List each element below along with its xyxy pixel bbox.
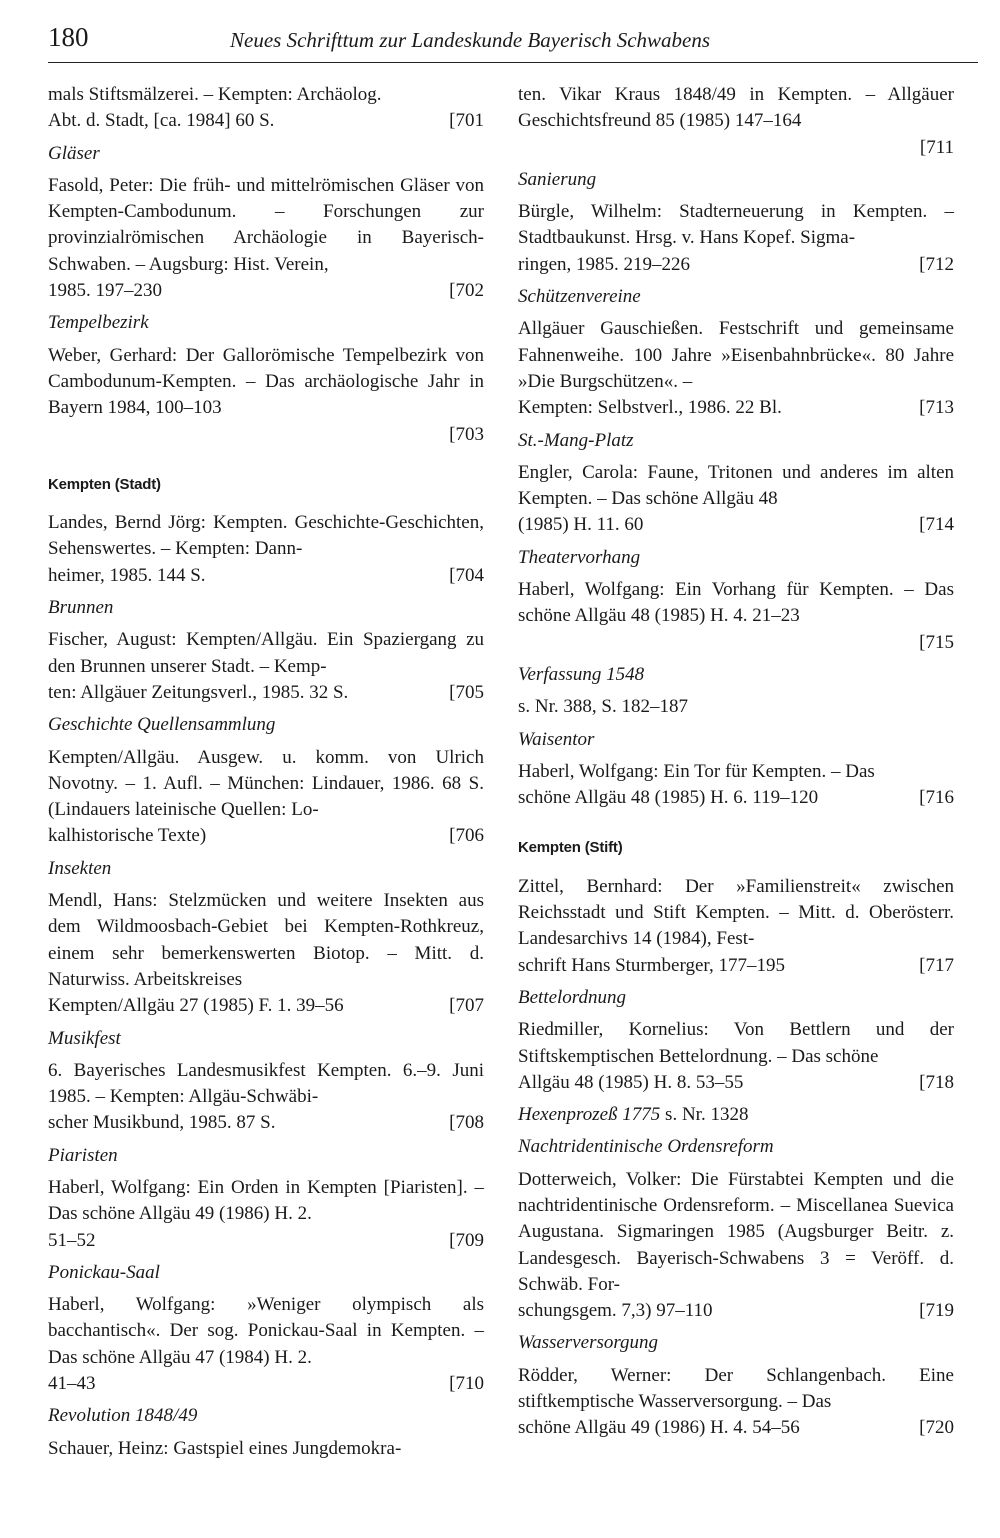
subject-heading: Verfassung 1548 (518, 663, 645, 685)
entry-text-end: schöne Allgäu 48 (1985) H. 6. 119–120 (518, 787, 819, 809)
entry-text: Haberl, Wolfgang: Ein Orden in Kempten [Piaristen]. – Das schöne Allgäu 49 (1986) H. 2. (48, 1176, 484, 1225)
subject-heading: Geschichte Quellensammlung (48, 714, 276, 736)
entry-703 (48, 343, 484, 448)
entry-number: [709 (449, 1229, 484, 1251)
entry-713 (518, 316, 954, 421)
entry-718 (518, 1017, 954, 1096)
entry-text: mals Stiftsmälzerei. – Kempten: Archäolog. (48, 84, 382, 105)
entry-716 (518, 759, 954, 812)
entry-number: [712 (919, 253, 954, 275)
entry-701 (48, 82, 484, 135)
entry-text: Allgäuer Gauschießen. Festschrift und gemeinsame Fahnenweihe. 100 Jahre »Eisenbahnbrücke«. 80 Jahre »Die Burgschützen«. – (518, 318, 954, 392)
entry-text: Kempten/Allgäu. Ausgew. u. komm. von Ulrich Novotny. – 1. Aufl. – München: Lindauer, 1986. 68 S. (Lindauers lateinische Quellen: Lo- (48, 746, 484, 821)
entry-number: [703 (449, 423, 484, 445)
entry-709 (48, 1175, 484, 1254)
entry-number: [707 (449, 995, 484, 1017)
entry-702 (48, 173, 484, 304)
subject-heading: Insekten (48, 857, 112, 879)
subject-heading: Musikfest (48, 1027, 121, 1049)
subject-heading: Waisentor (518, 728, 595, 750)
entry-text: Riedmiller, Kornelius: Von Bettlern und der Stiftskemptischen Bettelordnung. – Das schöne (518, 1019, 954, 1067)
entry-text: Fasold, Peter: Die früh- und mittelrömischen Gläser von Kempten-Cambodunum. – Forschungen zur provinzialrömischen Archäologie in Bayerisch-Schwaben. – Augsburg: Hist. Verein, (48, 174, 484, 275)
entry-number: [710 (449, 1373, 484, 1395)
entry-text-end: ten: Allgäuer Zeitungsverl., 1985. 32 S. (48, 681, 349, 703)
entry-706 (48, 745, 484, 850)
entry-text-end: schungsgem. 7,3) 97–110 (518, 1300, 713, 1322)
entry-715 (518, 577, 954, 656)
entry-number: [717 (919, 954, 954, 976)
entry-number: [706 (449, 825, 484, 847)
subject-heading: Wasserversorgung (518, 1332, 659, 1354)
subject-heading: Ponickau-Saal (48, 1261, 160, 1283)
entry-text: 6. Bayerisches Landesmusikfest Kempten. 6.–9. Juni 1985. – Kempten: Allgäu-Schwäbi- (48, 1059, 484, 1108)
entry-705 (48, 627, 484, 706)
entry-text-end: 41–43 (48, 1373, 96, 1395)
entry-712 (518, 199, 954, 278)
entry-720 (518, 1363, 954, 1442)
entry-708 (48, 1058, 484, 1137)
entry-text-end: kalhistorische Texte) (48, 825, 207, 847)
page-number: 180 (48, 22, 89, 52)
left-column (48, 82, 484, 1468)
entry-710 (48, 1292, 484, 1397)
entry-text-end: ringen, 1985. 219–226 (518, 253, 691, 275)
entry-text: Rödder, Werner: Der Schlangenbach. Eine stiftkemptische Wasserversorgung. – Das (518, 1364, 954, 1413)
subject-heading: Hexenprozeß 1775 (518, 1104, 661, 1126)
place-heading: Kempten (Stift) (518, 839, 623, 857)
entry-number: [702 (449, 280, 484, 302)
entry-text-end: Abt. d. Stadt, [ca. 1984] 60 S. (48, 110, 275, 132)
entry-717 (518, 874, 954, 979)
entry-number: [711 (919, 136, 954, 158)
entry-number: [720 (919, 1417, 954, 1439)
subject-heading: Nachtridentinische Ordensreform (518, 1136, 774, 1158)
subject-heading: St.-Mang-Platz (518, 429, 634, 451)
entry-text-end: 1985. 197–230 (48, 280, 162, 302)
entry-text: Weber, Gerhard: Der Gallorömische Tempelbezirk von Cambodunum-Kempten. – Das archäologische Jahr in Bayern 1984, 100–103 (48, 344, 484, 419)
page-header (48, 18, 978, 63)
entry-text: Haberl, Wolfgang: Ein Vorhang für Kempten. – Das schöne Allgäu 48 (1985) H. 4. 21–23 (518, 579, 954, 627)
entry-text: Dotterweich, Volker: Die Fürstabtei Kempten und die nachtridentinische Ordensreform. – Miscellanea Suevica Augustana. Sigmaringen 1985 (Augsburger Beitr. z. Landesgesch. Bayerisch-Schwabens 3 = Veröff. d. Schwäb. For- (518, 1168, 954, 1295)
entry-704 (48, 510, 484, 589)
entry-714 (518, 460, 954, 539)
entry-number: [705 (449, 681, 484, 703)
entry-text-end: schrift Hans Sturmberger, 177–195 (518, 954, 785, 976)
cross-reference (518, 694, 954, 720)
cross-reference: s. Nr. 1328 (660, 1104, 749, 1126)
entry-number: [718 (919, 1071, 954, 1093)
entry-text: Schauer, Heinz: Gastspiel eines Jungdemokra- (48, 1437, 402, 1459)
subject-heading: Bettelordnung (518, 986, 626, 1008)
subject-heading: Piaristen (48, 1144, 118, 1166)
subject-heading-with-reference (518, 1102, 954, 1128)
entry-text-end: Kempten/Allgäu 27 (1985) F. 1. 39–56 (48, 995, 344, 1017)
entry-number: [708 (449, 1112, 484, 1134)
entry-text: s. Nr. 388, S. 182–187 (518, 696, 688, 718)
entry-number: [704 (449, 564, 484, 586)
entry-text: Fischer, August: Kempten/Allgäu. Ein Spaziergang zu den Brunnen unserer Stadt. – Kemp- (48, 629, 484, 677)
entry-text-end: Kempten: Selbstverl., 1986. 22 Bl. (518, 397, 782, 419)
entry-text: Mendl, Hans: Stelzmücken und weitere Insekten aus dem Wildmoosbach-Gebiet bei Kempten-Rothkreuz, einem sehr bemerkenswerten Biotop. – Mitt. d. Naturwiss. Arbeitskreises (48, 890, 484, 990)
subject-heading: Gläser (48, 142, 100, 164)
entry-711-end (518, 82, 954, 161)
entry-text: Haberl, Wolfgang: Ein Tor für Kempten. – Das (518, 760, 875, 782)
subject-heading: Brunnen (48, 597, 114, 619)
subject-heading: Revolution 1848/49 (48, 1405, 198, 1427)
subject-heading: Sanierung (518, 168, 597, 190)
entry-number: [713 (919, 397, 954, 419)
entry-text-end: heimer, 1985. 144 S. (48, 564, 206, 586)
place-heading: Kempten (Stadt) (48, 475, 161, 493)
entry-number: [715 (919, 631, 954, 653)
entry-text: Bürgle, Wilhelm: Stadterneuerung in Kempten. – Stadtbaukunst. Hrsg. v. Hans Kopef. Sigma- (518, 201, 954, 249)
entry-text-end: Allgäu 48 (1985) H. 8. 53–55 (518, 1071, 744, 1093)
entry-number: [716 (919, 787, 954, 809)
subject-heading: Theatervorhang (518, 546, 641, 568)
entry-number: [719 (919, 1300, 954, 1322)
entry-text: Engler, Carola: Faune, Tritonen und anderes im alten Kempten. – Das schöne Allgäu 48 (518, 461, 954, 510)
entry-707 (48, 888, 484, 1019)
running-title: Neues Schrifttum zur Landeskunde Bayerisch Schwabens (230, 28, 711, 52)
entry-text-end: 51–52 (48, 1229, 96, 1251)
entry-text-end: scher Musikbund, 1985. 87 S. (48, 1112, 276, 1134)
entry-text: Haberl, Wolfgang: »Weniger olympisch als bacchantisch«. Der sog. Ponickau-Saal in Kempten. – Das schöne Allgäu 47 (1984) H. 2. (48, 1294, 484, 1368)
entry-711-start (48, 1436, 484, 1462)
entry-text-end: (1985) H. 11. 60 (518, 514, 644, 536)
entry-text: Landes, Bernd Jörg: Kempten. Geschichte-Geschichten, Sehenswertes. – Kempten: Dann- (48, 512, 484, 560)
subject-heading: Schützenvereine (518, 286, 641, 308)
entry-number: [714 (919, 514, 954, 536)
entry-719 (518, 1167, 954, 1325)
entry-number: [701 (449, 110, 484, 132)
entry-text: Zittel, Bernhard: Der »Familienstreit« zwischen Reichsstadt und Stift Kempten. – Mitt. d. Oberösterr. Landesarchivs 14 (1984), Fest- (518, 875, 954, 950)
entry-text-end: schöne Allgäu 49 (1986) H. 4. 54–56 (518, 1417, 800, 1439)
right-column (518, 82, 954, 1448)
subject-heading: Tempelbezirk (48, 312, 149, 334)
entry-text: ten. Vikar Kraus 1848/49 in Kempten. – Allgäuer Geschichtsfreund 85 (1985) 147–164 (518, 84, 954, 132)
